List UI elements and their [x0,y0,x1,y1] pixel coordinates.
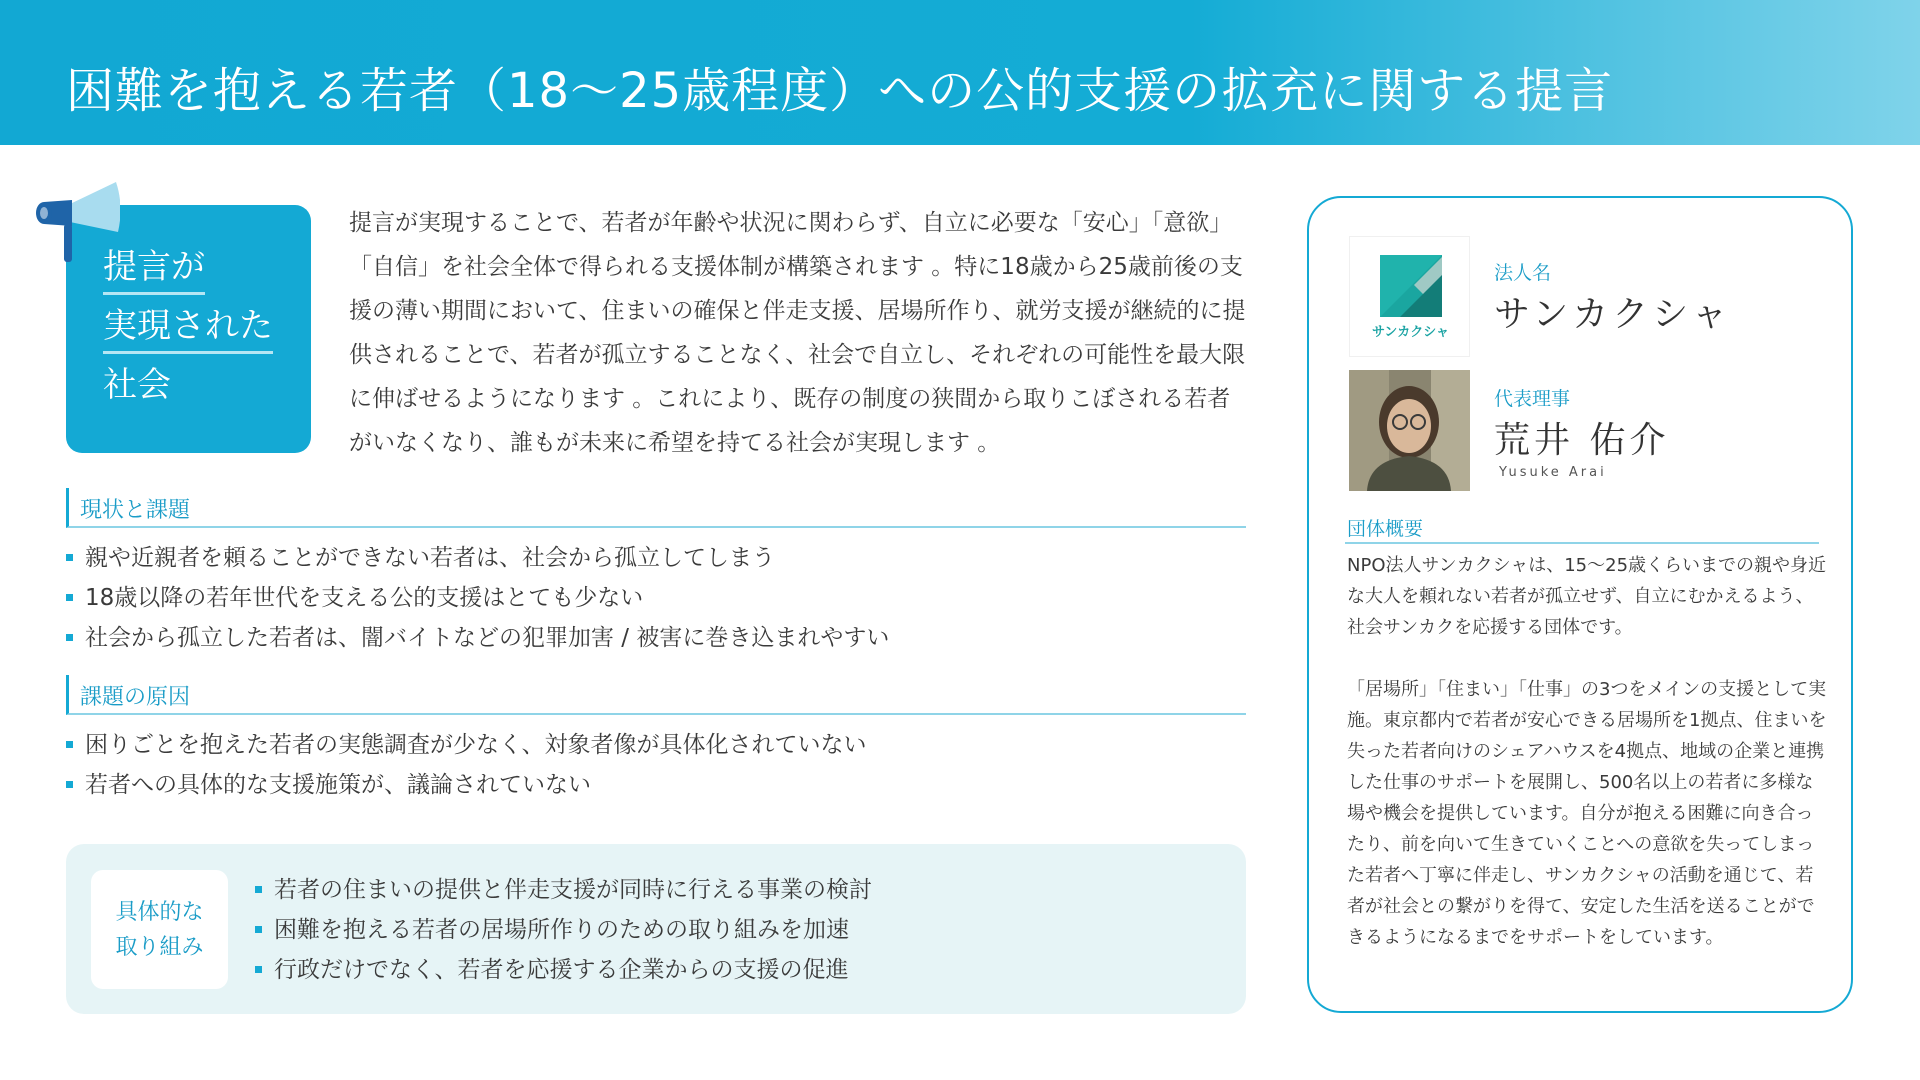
bullet-square-icon [66,741,73,748]
list-item: 行政だけでなく、若者を応援する企業からの支援の促進 [255,950,1155,990]
bullet-square-icon [66,634,73,641]
list-item: 社会から孤立した若者は、闇バイトなどの犯罪加害 / 被害に巻き込まれやすい [66,618,1246,658]
list-item: 若者の住まいの提供と伴走支援が同時に行える事業の検討 [255,870,1155,910]
summary-paragraph-2: 「居場所」「住まい」「仕事」の3つをメインの支援として実施。東京都内で若者が安心できる居場所を1拠点、住まいを失った若者向けのシェアハウスを4拠点、地域の企業と連携した仕事のサポートを展開し、500名以上の若者に多様な場や機会を提供しています。自分が抱える困難に向き合ったり、前を向いて生きていくことへの意欲を失ってしまった若者へ丁寧に伴走し、サンカクシャの活動を通じて、若者が社会との繋がりを得て、安定した生活を送ることができるようになるまでをサポートをしています。 [1347,679,1827,948]
bullet-square-icon [255,926,262,933]
sankakusha-logo-icon [1380,255,1442,317]
actions-label-line-1: 具体的な [115,899,204,925]
bullet-square-icon [66,781,73,788]
proposal-text: 提言が実現することで、若者が年齢や状況に関わらず、自立に必要な「安心」「意欲」「自信」を社会全体で得られる支援体制が構築されます 。特に18歳から25歳前後の支援の薄い期間において、住まいの確保と伴走支援、居場所作り、就労支援が継続的に提供されることで、若者が孤立することなく、社会で自立し、それぞれの可能性を最大限に伸ばせるようになります 。これにより、既存の制度の狭間から取りこぼされる若者がいなくなり、誰もが未来に希望を持てる社会が実現します 。 [349,210,1246,456]
bullet-square-icon [255,966,262,973]
organization-logo-text: サンカクシャ [1371,325,1450,340]
list-item: 困りごとを抱えた若者の実態調査が少なく、対象者像が具体化されていない [66,725,1246,765]
proposal-label-line-1: 提言が [103,247,205,295]
page-title: 困難を抱える若者（18〜25歳程度）への公的支援の拡充に関する提言 [66,63,1614,119]
current-issues-list [66,538,1246,658]
current-issues-heading [66,488,1246,528]
bullet-square-icon [255,886,262,893]
organization-card [1307,196,1853,1013]
causes-list [66,725,1246,805]
list-item: 困難を抱える若者の居場所作りのための取り組みを加速 [255,910,1155,950]
bullet-square-icon [66,554,73,561]
representative-photo [1349,370,1470,491]
actions-label-box [91,870,228,989]
summary-heading [1345,514,1819,544]
causes-heading-text: 課題の原因 [80,685,191,710]
actions-list [255,870,1155,990]
bullet-square-icon [66,594,73,601]
list-item: 親や近親者を頼ることができない若者は、社会から孤立してしまう [66,538,1246,578]
list-item: 若者への具体的な支援施策が、議論されていない [66,765,1246,805]
current-issues-heading-text: 現状と課題 [80,498,191,523]
representative-name: 荒井 佑介 [1494,420,1670,461]
causes-heading [66,675,1246,715]
representative-romaji: Yusuke Arai [1499,465,1607,480]
org-name-label: 法人名 [1494,262,1552,284]
header-bar [0,0,1920,145]
summary-text [1347,550,1827,984]
org-name: サンカクシャ [1494,294,1732,335]
organization-logo [1349,236,1470,357]
proposal-label-line-2: 実現された [103,306,273,354]
proposal-label-line-3: 社会 [103,365,171,405]
list-item: 18歳以降の若年世代を支える公的支援はとても少ない [66,578,1246,618]
actions-panel [66,844,1246,1014]
summary-heading-text: 団体概要 [1347,518,1424,540]
summary-paragraph-1: NPO法人サンカクシャは、15〜25歳くらいまでの親や身近な大人を頼れない若者が孤立せず、自立にむかえるよう、社会サンカクを応援する団体です。 [1347,555,1827,638]
representative-label: 代表理事 [1494,388,1571,410]
actions-label-line-2: 取り組み [115,934,204,960]
megaphone-icon [30,176,120,266]
